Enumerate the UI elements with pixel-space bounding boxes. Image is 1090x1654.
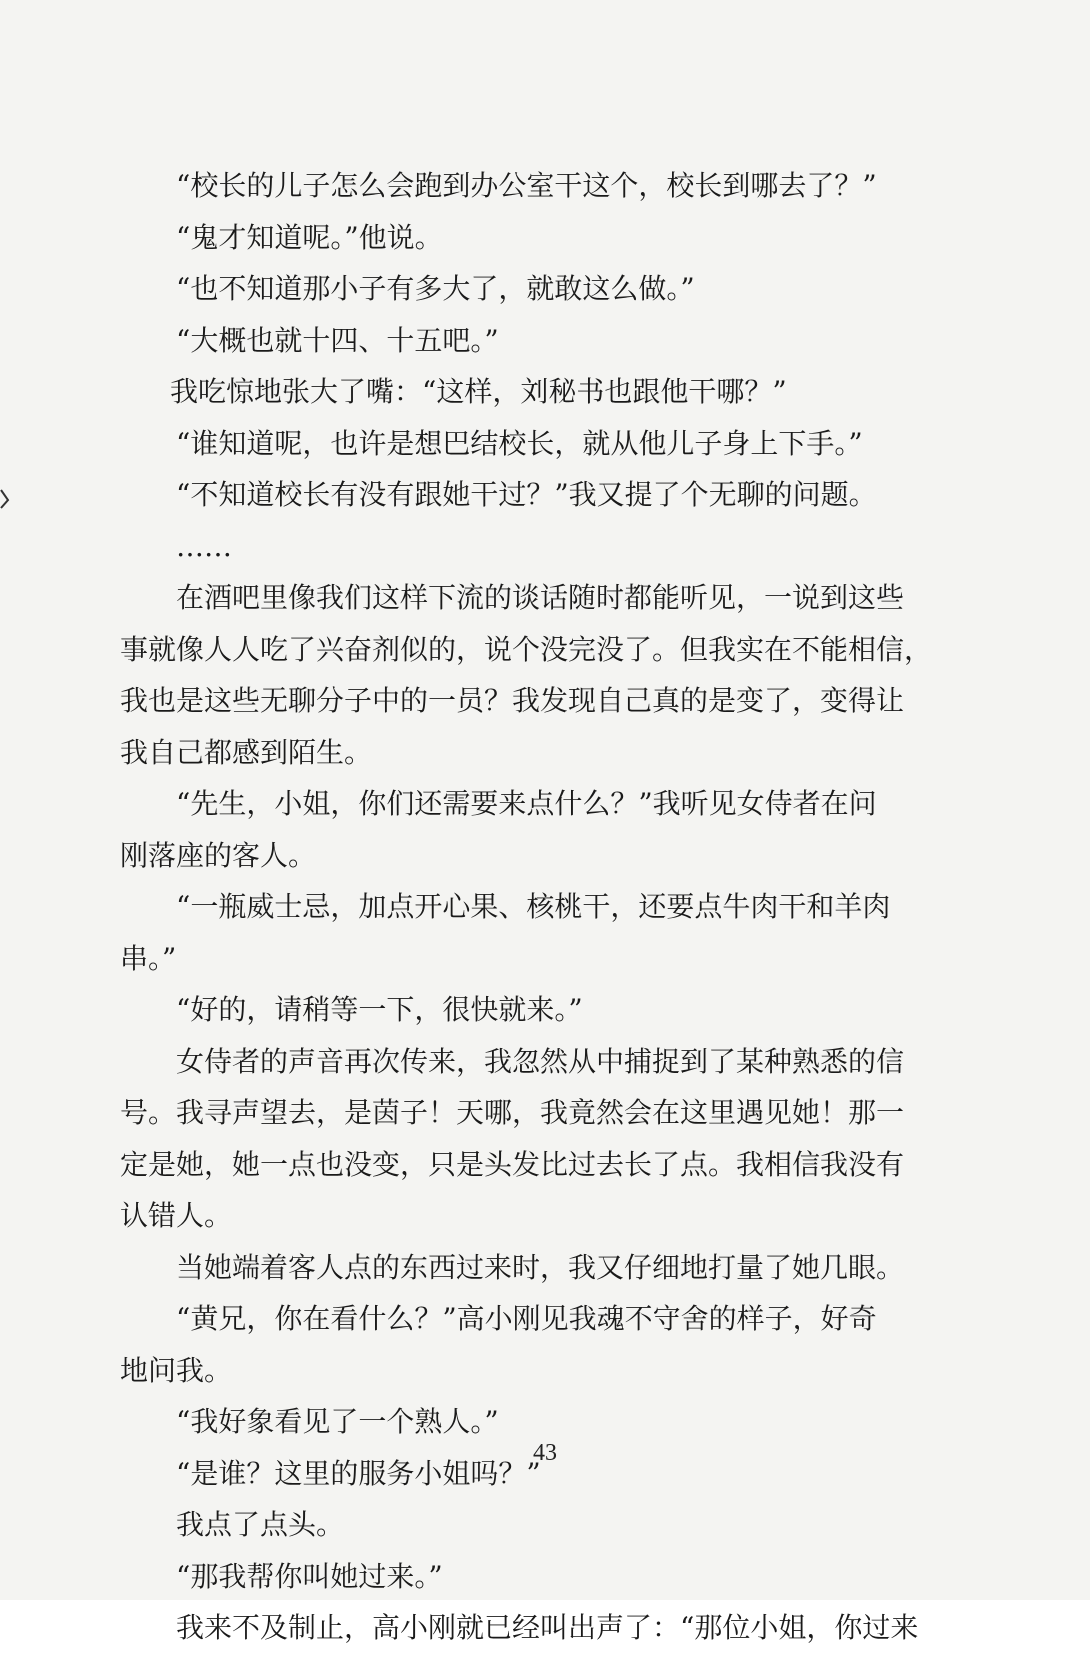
margin-mark-icon [0, 488, 12, 510]
text-line: 刚落座的客人。 [120, 838, 317, 872]
text-line: “是谁？这里的服务小姐吗？” [176, 1456, 541, 1490]
text-line: 我也是这些无聊分子中的一员？我发现自己真的是变了，变得让 [120, 684, 905, 717]
text-line: 地问我。 [120, 1353, 233, 1387]
text-line: “不知道校长有没有跟她干过？”我又提了个无聊的问题。 [176, 478, 877, 511]
text-line: 事就像人人吃了兴奋剂似的，说个没完没了。但我实在不能相信， [120, 632, 933, 666]
text-line: …… [176, 529, 232, 563]
text-line: 定是她，她一点也没变，只是头发比过去长了点。我相信我没有 [120, 1147, 905, 1181]
text-line: “一瓶威士忌，加点开心果、核桃干，还要点牛肉干和羊肉 [176, 890, 891, 923]
text-line: “我好象看见了一个熟人。” [176, 1405, 499, 1438]
text-line: “也不知道那小子有多大了，就敢这么做。” [176, 272, 695, 305]
text-line: 我点了点头。 [176, 1508, 345, 1541]
text-line: 串。” [120, 941, 177, 975]
text-line: 号。我寻声望去，是茵子！天哪，我竟然会在这里遇见她！那一 [120, 1096, 905, 1129]
body-text [120, 160, 960, 1654]
text-line: “那我帮你叫她过来。” [176, 1559, 443, 1593]
text-line: 我来不及制止，高小刚就已经叫出声了：“那位小姐，你过来 [176, 1611, 919, 1644]
text-line: “校长的儿子怎么会跑到办公室干这个，校长到哪去了？” [176, 169, 877, 202]
text-line: “好的，请稍等一下，很快就来。” [176, 993, 583, 1026]
text-line: “鬼才知道呢。”他说。 [176, 220, 443, 254]
text-line: “先生，小姐，你们还需要来点什么？”我听见女侍者在问 [176, 787, 877, 820]
text-line: 我吃惊地张大了嘴：“这样，刘秘书也跟他干哪？” [170, 375, 787, 408]
text-line: “黄兄，你在看什么？”高小刚见我魂不守舍的样子，好奇 [176, 1302, 877, 1335]
text-line: “谁知道呢，也许是想巴结校长，就从他儿子身上下手。” [176, 426, 863, 460]
text-line: 认错人。 [120, 1199, 233, 1232]
text-line: 在酒吧里像我们这样下流的谈话随时都能听见，一说到这些 [176, 581, 905, 614]
text-line: 当她端着客人点的东西过来时，我又仔细地打量了她几眼。 [176, 1250, 905, 1284]
text-line: “大概也就十四、十五吧。” [176, 323, 499, 357]
page-number: 43 [533, 1440, 557, 1466]
text-line: 我自己都感到陌生。 [120, 735, 373, 769]
text-line: 女侍者的声音再次传来，我忽然从中捕捉到了某种熟悉的信 [176, 1044, 905, 1078]
